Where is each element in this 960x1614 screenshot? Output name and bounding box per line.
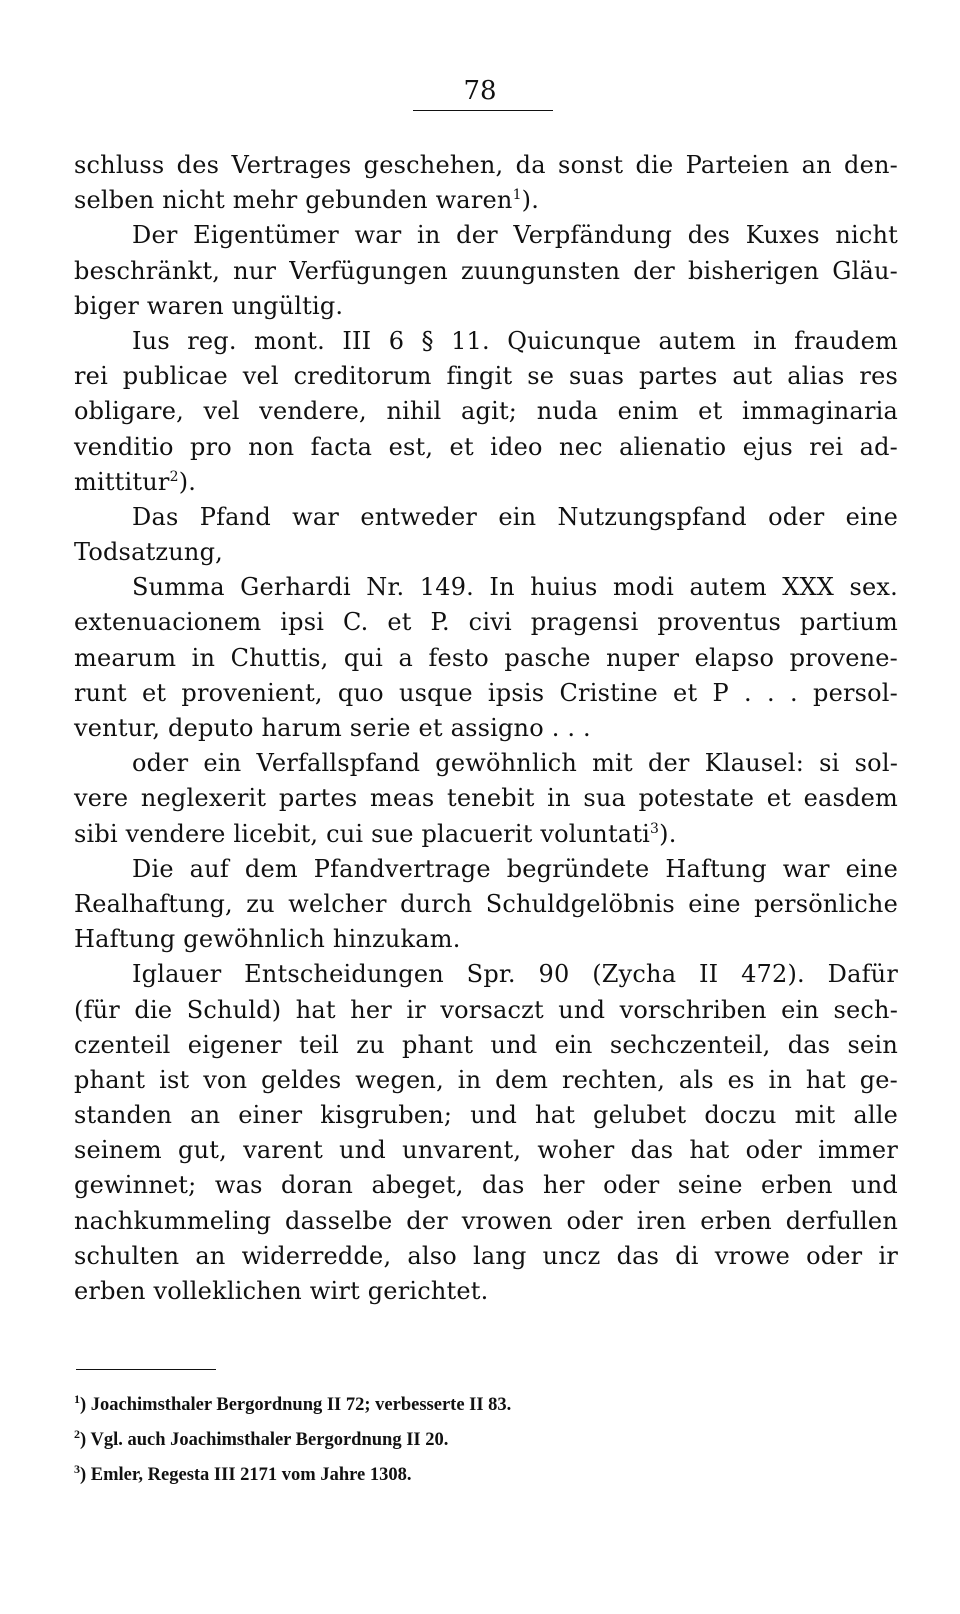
text-line: beschränkt, nur Verfügungen zuungunsten der bisherigen Gläu- xyxy=(74,256,898,285)
text-line: runt et provenient, quo usque ipsis Cristine et P . . . persol- xyxy=(74,678,898,707)
body-text xyxy=(74,148,898,1309)
text-line: vere neglexerit partes meas tenebit in sua potestate et easdem xyxy=(74,784,898,813)
text-line: Summa Gerhardi Nr. 149. In huius modi autem XXX sex. xyxy=(132,573,898,602)
text-line: (für die Schuld) hat her ir vorsaczt und vorschriben ein sech- xyxy=(74,995,898,1024)
text-line: Haftung gewöhnlich hinzukam. xyxy=(74,925,461,954)
footnote-3: $^3$) Emler, Regesta III 2171 vom Jahre 1308. xyxy=(74,1461,412,1485)
text-line: Die auf dem Pfandvertrage begründete Haftung war eine xyxy=(132,854,898,883)
text-line: mearum in Chuttis, qui a festo pasche nuper elapso provene- xyxy=(74,643,898,672)
footnote-ref-1[interactable]: 1 xyxy=(512,187,522,204)
text-line: Das Pfand war entweder ein Nutzungspfand oder eine xyxy=(132,502,898,531)
text-line: schulten an widerredde, also lang uncz das di vrowe oder ir xyxy=(74,1241,898,1270)
text-line: schluss des Vertrages geschehen, da sonst die Parteien an den- xyxy=(74,151,898,179)
footnote-1: $^1$) Joachimsthaler Bergordnung II 72; verbesserte II 83. xyxy=(74,1391,512,1415)
text-line: seinem gut, varent und unvarent, woher das hat oder immer xyxy=(74,1136,898,1165)
text-line: biger waren ungültig. xyxy=(74,291,344,320)
text-line: Realhaftung, zu welcher durch Schuldgelöbnis eine persönliche xyxy=(74,889,898,918)
footnote-ref-3[interactable]: 3 xyxy=(650,820,660,837)
text-line: oder ein Verfallspfand gewöhnlich mit der Klausel: si sol- xyxy=(132,749,898,778)
text-line: phant ist von geldes wegen, in dem rechten, als es in hat ge- xyxy=(74,1065,898,1094)
footnotes xyxy=(74,1388,898,1493)
text-line: venditio pro non facta est, et ideo nec alienatio ejus rei ad- xyxy=(74,432,898,461)
text-line: mittitur$^2$). xyxy=(74,467,197,496)
footnote-2: $^2$) Vgl. auch Joachimsthaler Bergordnung II 20. xyxy=(74,1426,449,1450)
page-number: 78 xyxy=(463,76,497,106)
text-line: nachkummeling dasselbe der vrowen oder iren erben derfullen xyxy=(74,1206,898,1235)
footnote-divider xyxy=(76,1369,216,1370)
page-number-rule xyxy=(413,110,553,111)
text-line: sibi vendere licebit, cui sue placuerit voluntati$^3$). xyxy=(74,819,677,848)
text-line: erben volleklichen wirt gerichtet. xyxy=(74,1277,489,1305)
text-line: gewinnet; was doran abeget, das her oder seine erben und xyxy=(74,1171,898,1200)
text-line: rei publicae vel creditorum fingit se suas partes aut alias res xyxy=(74,362,898,391)
text-line: extenuacionem ipsi C. et P. civi pragensi proventus partium xyxy=(74,608,898,637)
text-line: selben nicht mehr gebunden waren$^1$). xyxy=(74,186,540,215)
text-line: ventur, deputo harum serie et assigno . . . xyxy=(74,714,591,742)
text-line: Der Eigentümer war in der Verpfändung des Kuxes nicht xyxy=(132,221,898,250)
text-line: czenteil eigener teil zu phant und ein sechczenteil, das sein xyxy=(74,1030,898,1059)
text-line: Ius reg. mont. III 6 § 11. Quicunque autem in fraudem xyxy=(132,326,898,355)
text-line: obligare, vel vendere, nihil agit; nuda enim et immaginaria xyxy=(74,397,898,426)
text-line: standen an einer kisgruben; und hat gelubet doczu mit alle xyxy=(74,1101,898,1130)
text-line: Iglauer Entscheidungen Spr. 90 (Zycha II 472). Dafür xyxy=(132,960,898,989)
text-line: Todsatzung, xyxy=(74,538,223,567)
footnote-ref-2[interactable]: 2 xyxy=(169,468,179,485)
